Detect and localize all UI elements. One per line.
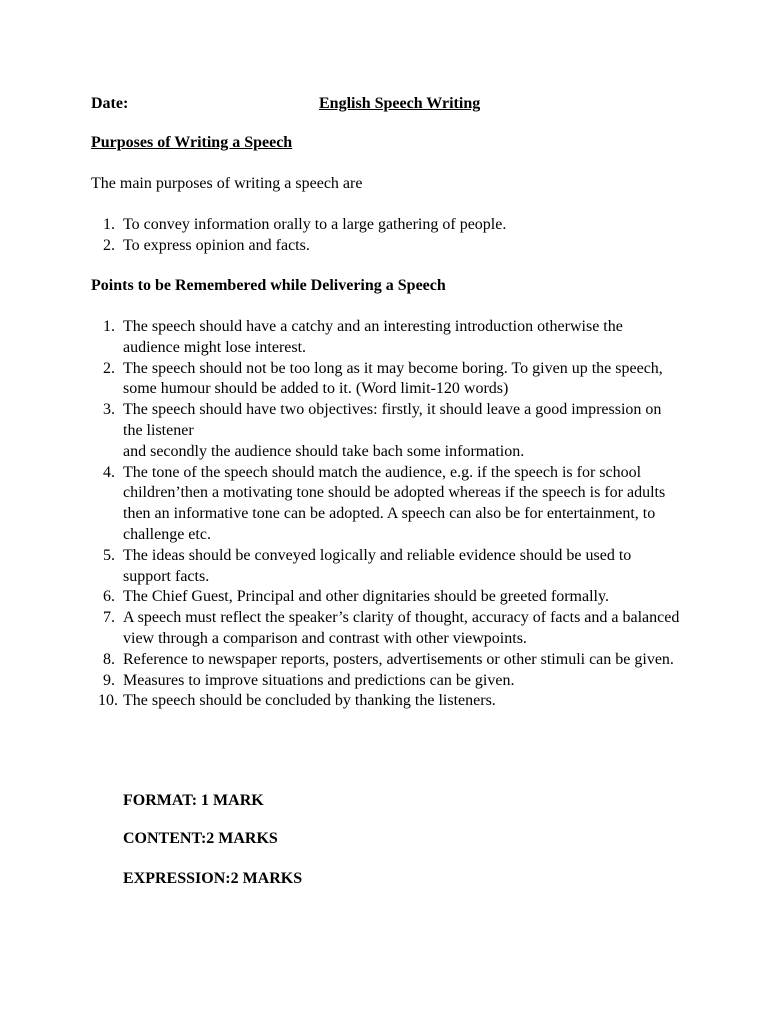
date-label: Date: <box>91 95 129 112</box>
points-item-10: The speech should be concluded by thanking the listeners. <box>123 692 496 710</box>
list-item: 6. The Chief Guest, Principal and other dignitaries should be greeted formally. <box>91 587 681 608</box>
list-item: 2. The speech should not be too long as it may become boring. To given up the speech, some humour should be added to it. (Word limit-120 words) <box>91 359 681 401</box>
points-item-8: Reference to newspaper reports, posters, advertisements or other stimuli can be given. <box>123 650 674 668</box>
header-row <box>91 94 691 116</box>
points-item-9: Measures to improve situations and predictions can be given. <box>123 671 515 689</box>
list-item: 9. Measures to improve situations and predictions can be given. <box>91 671 681 692</box>
points-item-4: The tone of the speech should match the audience, e.g. if the speech is for school children’then a motivating tone should be adopted whereas if the speech is for adults then an informative tone can be adopted. A speech can also be for entertainment, to challenge etc. <box>123 463 666 543</box>
points-item-5: The ideas should be conveyed logically and reliable evidence should be used to support facts. <box>123 546 632 585</box>
points-list <box>91 317 681 712</box>
list-item: 1. The speech should have a catchy and an interesting introduction otherwise the audience might lose interest. <box>91 317 681 359</box>
list-item: 4. The tone of the speech should match the audience, e.g. if the speech is for school children’then a motivating tone should be adopted whereas if the speech is for adults then an informative tone can be adopted. A speech can also be for entertainment, to challenge etc. <box>91 463 681 546</box>
list-item: 10. The speech should be concluded by thanking the listeners. <box>91 691 681 712</box>
document-title: English Speech Writing <box>319 95 481 112</box>
purposes-item-1: To convey information orally to a large gathering of people. <box>123 216 507 233</box>
purposes-item-2: To express opinion and facts. <box>123 236 310 254</box>
points-heading: Points to be Remembered while Delivering a Speech <box>91 277 446 294</box>
list-item: 7. A speech must reflect the speaker’s clarity of thought, accuracy of facts and a balanced view through a comparison and contrast with other viewpoints. <box>91 608 681 650</box>
points-item-6: The Chief Guest, Principal and other dignitaries should be greeted formally. <box>123 588 609 606</box>
list-item: 8. Reference to newspaper reports, posters, advertisements or other stimuli can be given. <box>91 650 681 671</box>
list-item: 1. To convey information orally to a large gathering of people. <box>91 215 681 236</box>
points-item-1: The speech should have a catchy and an interesting introduction otherwise the audience might lose interest. <box>123 318 623 356</box>
purposes-list <box>91 215 681 257</box>
marks-expression: EXPRESSION:2 MARKS <box>123 870 303 887</box>
list-item: 3. The speech should have two objectives: firstly, it should leave a good impression on the listener and secondly the audience should take bach some information. <box>91 400 681 462</box>
marks-content: CONTENT:2 MARKS <box>123 830 278 847</box>
list-item: 2. To express opinion and facts. <box>91 236 681 257</box>
list-item: 5. The ideas should be conveyed logically and reliable evidence should be used to support facts. <box>91 546 681 588</box>
points-item-3: The speech should have two objectives: firstly, it should leave a good impression on the listener and secondly the audience should take bach some information. <box>123 401 662 460</box>
purposes-heading: Purposes of Writing a Speech <box>91 134 293 151</box>
purposes-intro: The main purposes of writing a speech are <box>91 175 363 192</box>
marks-format: FORMAT: 1 MARK <box>123 792 264 809</box>
points-item-2: The speech should not be too long as it may become boring. To given up the speech, some humour should be added to it. (Word limit-120 words) <box>123 359 663 398</box>
points-item-7: A speech must reflect the speaker’s clarity of thought, accuracy of facts and a balanced view through a comparison and contrast with other viewpoints. <box>123 609 680 647</box>
